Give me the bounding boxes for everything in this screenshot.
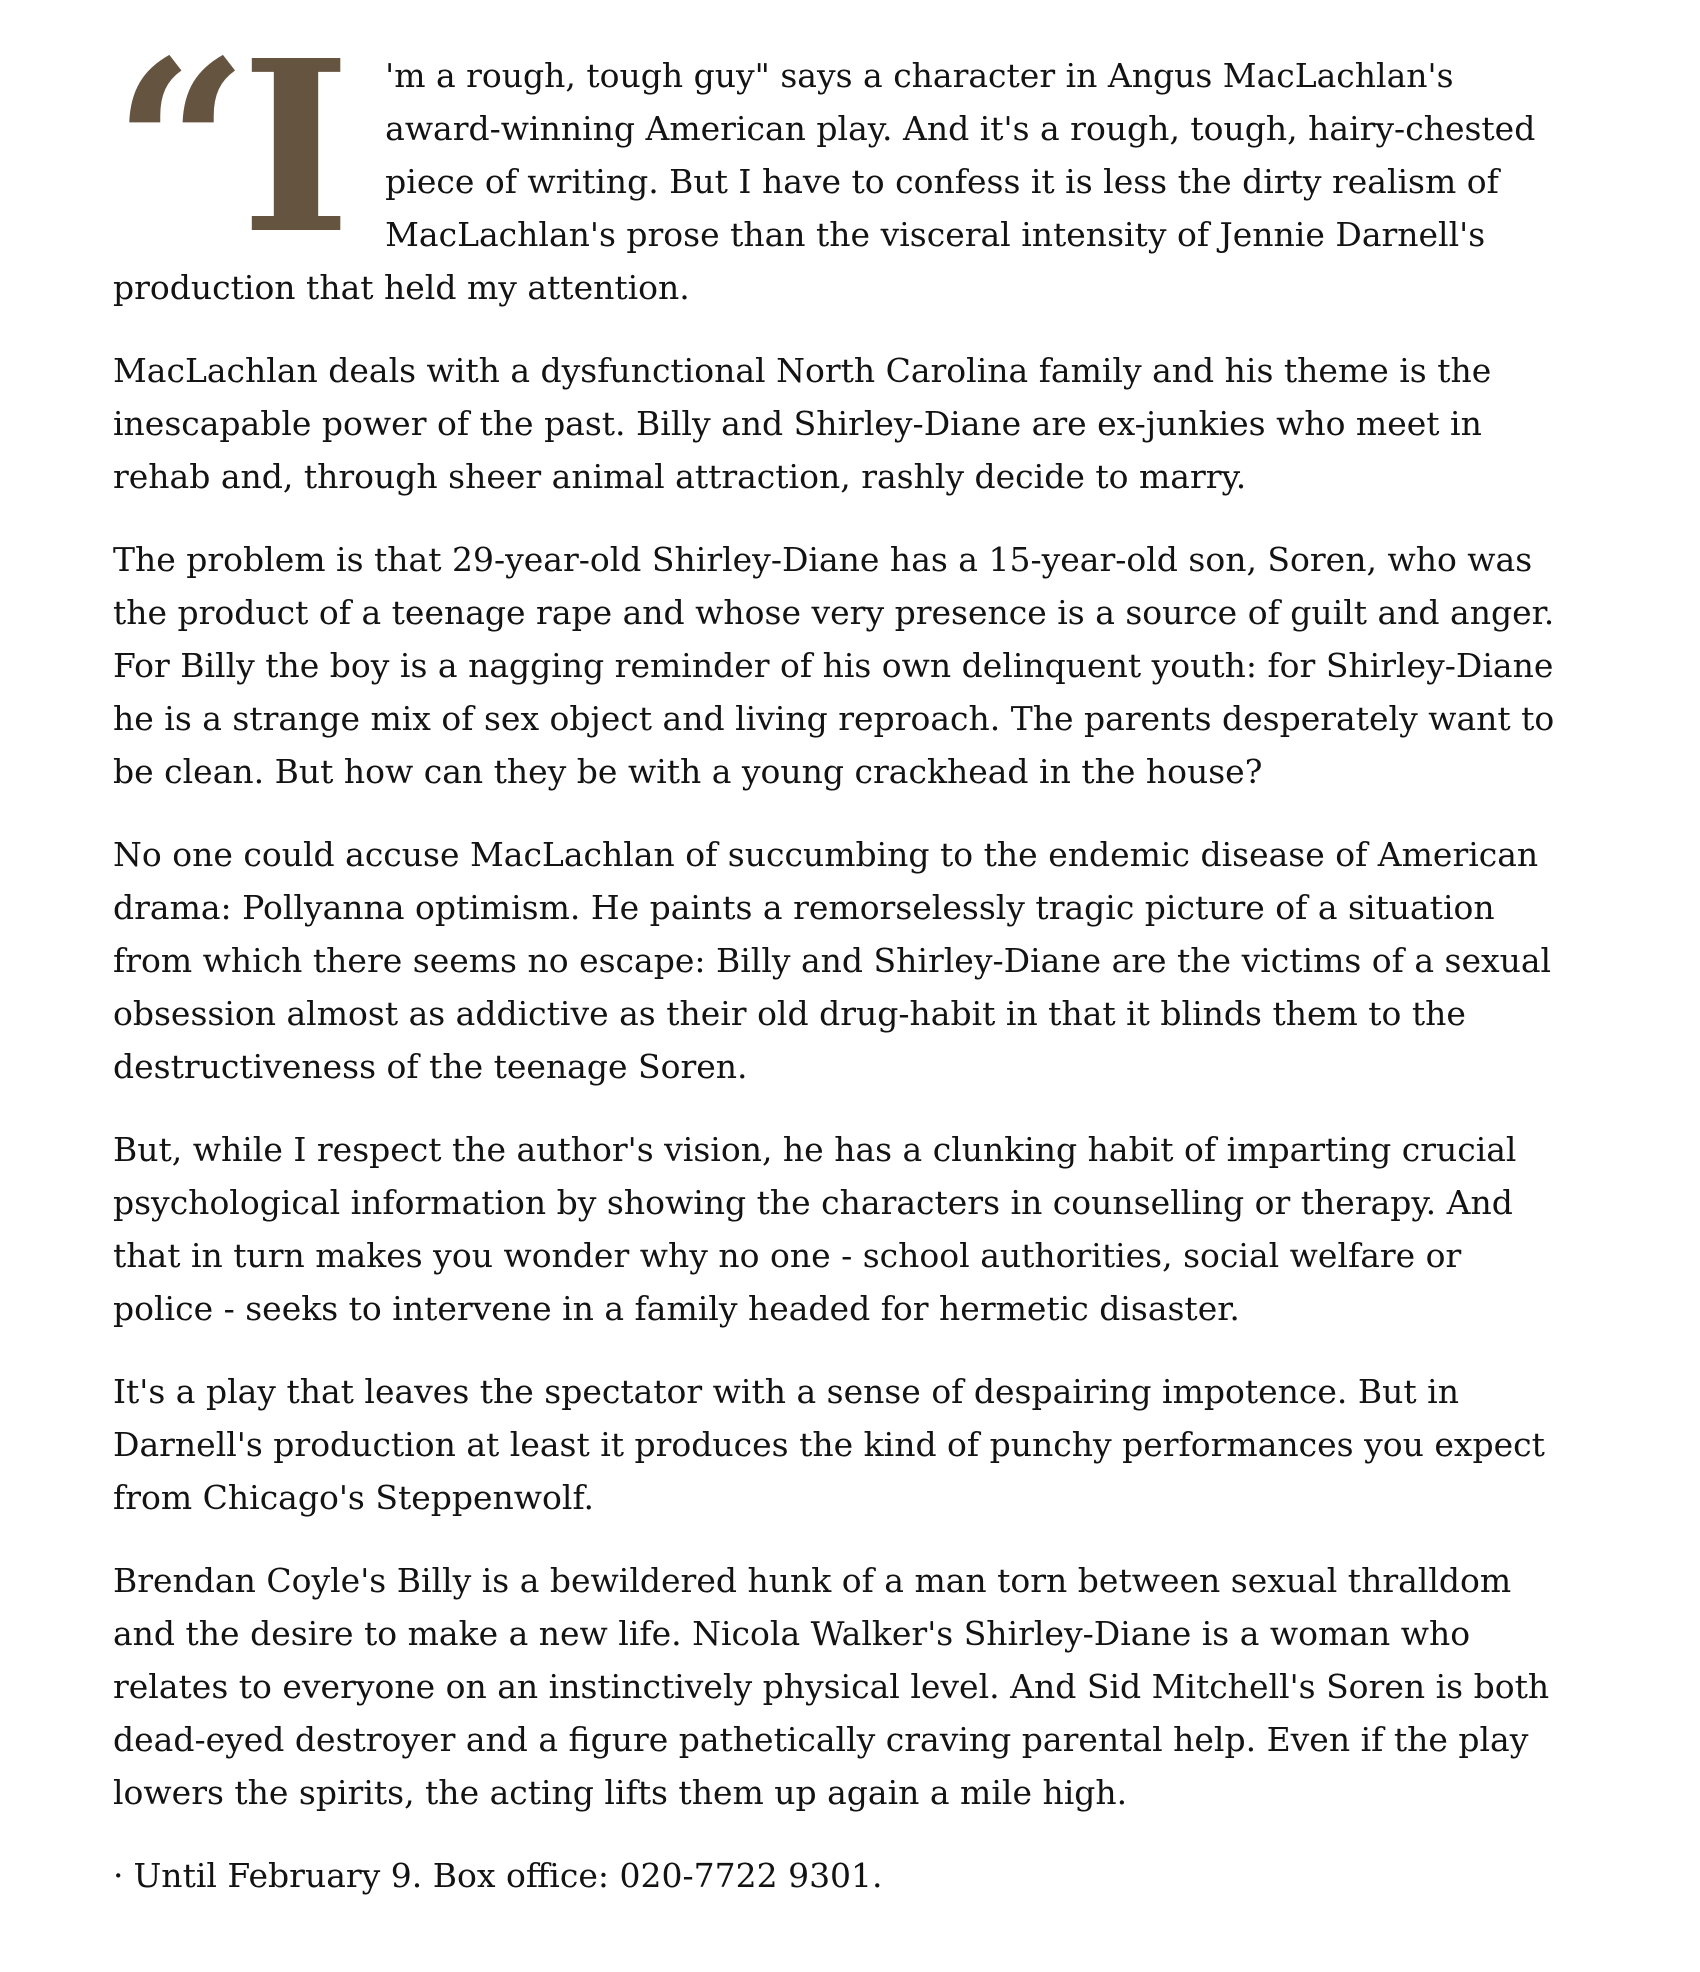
paragraph: Brendan Coyle's Billy is a bewildered hunk of a man torn between sexual thralldom and the desire to make a new life. Nicola Walker's Shirley-Diane is a woman who relates to everyone on an instinctively physical level. And Sid Mitchell's Soren is both dead-eyed destroyer and a figure pathetically craving parental help. Even if the play lowers the spirits, the acting lifts them up again a mile high.	[113, 1561, 1550, 1812]
lead-paragraph	[113, 8, 1560, 314]
listing-note-text: Until February 9. Box office: 020-7722 9301.	[133, 1856, 883, 1895]
bullet-icon: ·	[113, 1856, 124, 1895]
paragraph: The problem is that 29-year-old Shirley-Diane has a 15-year-old son, Soren, who was the product of a teenage rape and whose very presence is a source of guilt and anger. For Billy the boy is a nagging reminder of his own delinquent youth: for Shirley-Diane he is a strange mix of sex object and living reproach. The parents desperately want to be clean. But how can they be with a young crackhead in the house?	[113, 540, 1555, 791]
drop-cap: “I	[113, 8, 344, 286]
paragraph: It's a play that leaves the spectator with a sense of despairing impotence. But in Darnell's production at least it produces the kind of punchy performances you expect from Chicago's Steppenwolf.	[113, 1372, 1545, 1517]
lead-paragraph-text: 'm a rough, tough guy" says a character in Angus MacLachlan's award-winning American play. And it's a rough, tough, hairy-chested piece of writing. But I have to confess it is less the dirty realism of MacLachlan's prose than the visceral intensity of Jennie Darnell's production that held my attention.	[113, 56, 1536, 307]
listing-note	[113, 1849, 1560, 1902]
article-body	[113, 8, 1560, 1902]
paragraph: No one could accuse MacLachlan of succumbing to the endemic disease of American drama: Pollyanna optimism. He paints a remorselessly tragic picture of a situation from which there seems no escape: Billy and Shirley-Diane are the victims of a sexual obsession almost as addictive as their old drug-habit in that it blinds them to the destructiveness of the teenage Soren.	[113, 835, 1552, 1086]
paragraph: But, while I respect the author's vision, he has a clunking habit of imparting crucial psychological information by showing the characters in counselling or therapy. And that in turn makes you wonder why no one - school authorities, social welfare or police - seeks to intervene in a family headed for hermetic disaster.	[113, 1130, 1517, 1328]
paragraph: MacLachlan deals with a dysfunctional North Carolina family and his theme is the inescapable power of the past. Billy and Shirley-Diane are ex-junkies who meet in rehab and, through sheer animal attraction, rashly decide to marry.	[113, 351, 1492, 496]
